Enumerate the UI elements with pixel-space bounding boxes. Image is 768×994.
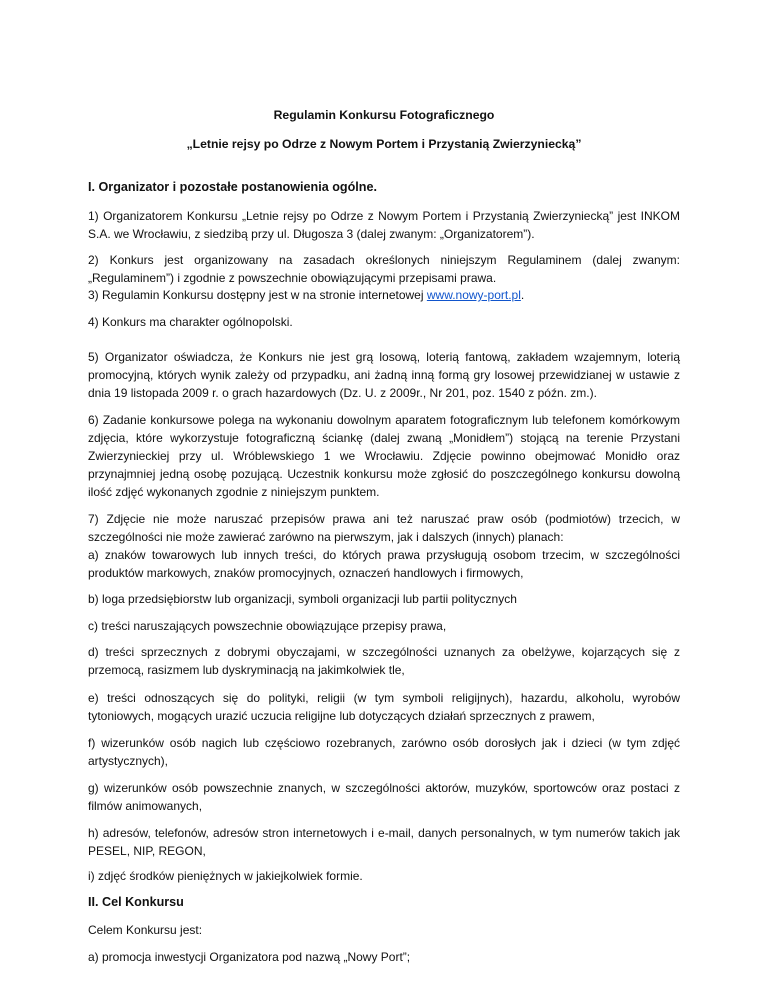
paragraph-7: 7) Zdjęcie nie może naruszać przepisów prawa ani też naruszać praw osób (podmiotów) trzecich, w szczególności nie może zawierać zarówno na pierwszym, jak i dalszych (innych) planach: [88, 512, 680, 544]
section-2-heading: II. Cel Konkursu [88, 895, 184, 909]
list-item-c: c) treści naruszających powszechnie obowiązujące przepisy prawa, [88, 619, 447, 633]
list-item-a: a) znaków towarowych lub innych treści, do których prawa przysługują osobom trzecim, w szczególności produktów markowych, znaków promocyjnych, oznaczeń handlowych i firmowych, [88, 548, 680, 580]
paragraph-4: 4) Konkurs ma charakter ogólnopolski. [88, 315, 293, 329]
list-item-d: d) treści sprzecznych z dobrymi obyczajami, w szczególności uznanych za obelżywe, kojarzących się z przemocą, rasizmem lub dyskryminacją na jakimkolwiek tle, [88, 645, 680, 677]
list-item-h: h) adresów, telefonów, adresów stron internetowych i e-mail, danych personalnych, w tym numerów takich jak PESEL, NIP, REGON, [88, 826, 680, 858]
section-2-item-a: a) promocja inwestycji Organizatora pod nazwą „Nowy Port”; [88, 950, 411, 964]
paragraph-2: 2) Konkurs jest organizowany na zasadach określonych niniejszym Regulaminem (dalej zwanym: „Regulaminem”) i zgodnie z powszechnie obowiązującymi przepisami prawa. [88, 253, 680, 285]
website-link[interactable]: www.nowy-port.pl [426, 288, 521, 302]
document-title: Regulamin Konkursu Fotograficznego [273, 108, 495, 122]
list-item-b: b) loga przedsiębiorstw lub organizacji, symboli organizacji lub partii politycznych [88, 592, 517, 606]
list-item-i: i) zdjęć środków pieniężnych w jakiejkolwiek formie. [88, 869, 363, 883]
section-1-heading: I. Organizator i pozostałe postanowienia ogólne. [88, 180, 377, 194]
paragraph-3: 3) Regulamin Konkursu dostępny jest w na stronie internetowej www.nowy-port.pl. [88, 288, 525, 302]
paragraph-6: 6) Zadanie konkursowe polega na wykonaniu dowolnym aparatem fotograficznym lub telefonem komórkowym zdjęcia, które wykorzystuje fotograficzną ściankę (dalej zwaną „Monidłem”) stojącą na terenie Przystani Zwierzynieckiej przy ul. Wróblewskiego 1 we Wrocławiu. Zdjęcie powinno obejmować Monidło oraz przynajmniej jedną osobę pozującą. Uczestnik konkursu może zgłosić do poszczególnego konkursu dowolną ilość zdjęć wykonanych zgodnie z niniejszym punktem. [88, 413, 680, 499]
section-2-intro: Celem Konkursu jest: [88, 923, 203, 937]
list-item-f: f) wizerunków osób nagich lub częściowo rozebranych, zarówno osób dorosłych jak i dzieci (w tym zdjęć artystycznych), [88, 736, 680, 768]
document-subtitle: „Letnie rejsy po Odrze z Nowym Portem i Przystanią Zwierzyniecką” [186, 137, 582, 151]
paragraph-5: 5) Organizator oświadcza, że Konkurs nie jest grą losową, loterią fantową, zakładem wzajemnym, loterią promocyjną, których wynik zależy od przypadku, ani żadną inną formą gry losowej przewidzianej w ustawie z dnia 19 listopada 2009 r. o grach hazardowych (Dz. U. z 2009r., Nr 201, poz. 1540 z późn. zm.). [88, 350, 680, 400]
list-item-g: g) wizerunków osób powszechnie znanych, w szczególności aktorów, muzyków, sportowców oraz postaci z filmów animowanych, [88, 781, 680, 813]
paragraph-1: 1) Organizatorem Konkursu „Letnie rejsy po Odrze z Nowym Portem i Przystanią Zwierzyniecką” jest INKOM S.A. we Wrocławiu, z siedzibą przy ul. Długosza 3 (dalej zwanym: „Organizatorem”). [88, 209, 680, 241]
list-item-e: e) treści odnoszących się do polityki, religii (w tym symboli religijnych), hazardu, alkoholu, wyrobów tytoniowych, mogących urazić uczucia religijne lub dotyczących działań sprzecznych z prawem, [88, 691, 680, 723]
